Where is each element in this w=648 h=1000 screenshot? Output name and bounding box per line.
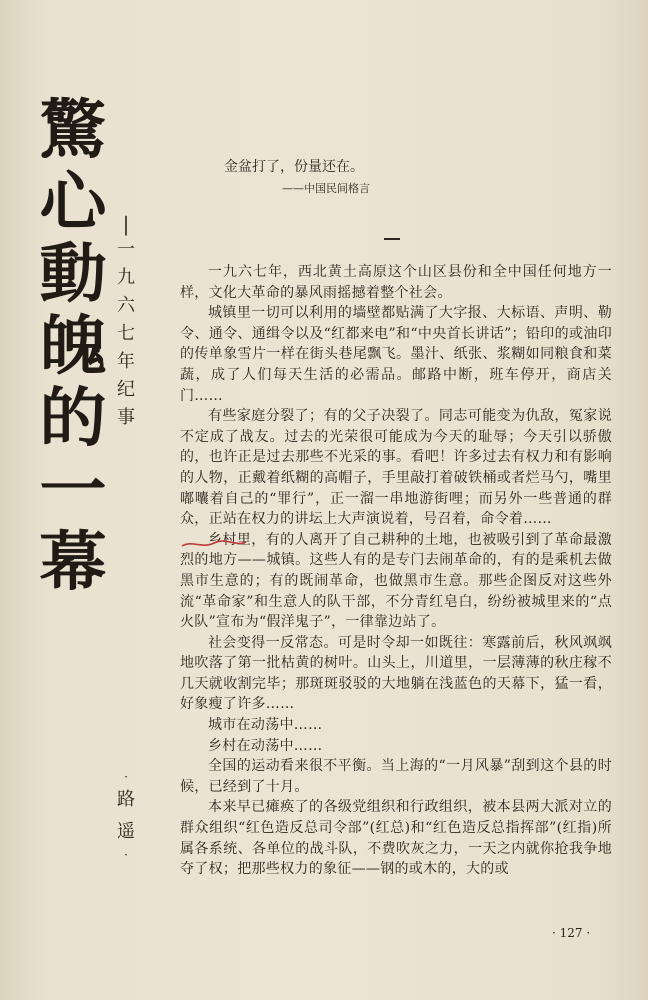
subtitle-char: 一 xyxy=(117,239,135,260)
title-char: 驚 xyxy=(39,93,107,168)
author-dot: · xyxy=(124,848,128,862)
title-char: 心 xyxy=(39,165,107,240)
author-byline xyxy=(113,770,139,862)
pen-underline-mark xyxy=(180,537,250,551)
subtitle-char: 年 xyxy=(117,351,135,372)
author-char: 路 xyxy=(117,789,135,810)
body-paragraph: 社会变得一反常态。可是时令却一如既往：寒露前后，秋风飒飒地吹落了第一批枯黄的树叶。山头上，川道里，一层薄薄的秋庄稼不几天就收割完毕；那斑斑驳驳的大地躺在浅蓝色的天幕下，猛一看，好象瘦了许多…… xyxy=(180,634,612,713)
title-char: 幕 xyxy=(39,525,107,600)
section-number-mark xyxy=(384,238,400,240)
article-body xyxy=(180,262,612,880)
article-title xyxy=(28,95,118,599)
body-paragraph: 全国的运动看来很不平衡。当上海的“一月风暴”刮到这个县的时候，已经到了十月。 xyxy=(180,758,612,795)
title-char: 魄 xyxy=(39,309,107,384)
epigraph-text: 金盆打了，份量还在。 xyxy=(224,159,364,175)
epigraph-source: ——中国民间格言 xyxy=(282,182,370,195)
author-dot: · xyxy=(124,770,128,784)
body-paragraph: 城市在动荡中…… xyxy=(208,717,323,734)
body-paragraph: 乡村在动荡中…… xyxy=(208,737,323,754)
subtitle-char: 事 xyxy=(117,407,135,428)
body-paragraph: 有些家庭分裂了；有的父子决裂了。同志可能变为仇敌，冤家说不定成了战友。过去的光荣很可能成为今天的耻辱；今天引以骄傲的，也许正是过去那些不光采的事。看吧！许多过去有权力和有影响的人物，正戴着纸糊的高帽子，手里敲打着破铁桶或者烂马勺，嘴里嘟囔着自己的“罪行”，正一溜一串地游街哩；而另外一些普通的群众，正站在权力的讲坛上大声演说着，号召着，命令着…… xyxy=(180,408,612,528)
subtitle-char: 纪 xyxy=(117,379,135,400)
page-number: · 127 · xyxy=(552,926,591,940)
title-char: 動 xyxy=(39,237,107,312)
author-char: 遥 xyxy=(117,821,135,842)
article-subtitle xyxy=(113,212,139,432)
subtitle-dash: | xyxy=(122,212,130,236)
subtitle-char: 九 xyxy=(117,267,135,288)
title-char: 一 xyxy=(39,453,107,528)
subtitle-char: 七 xyxy=(117,323,135,344)
subtitle-char: 六 xyxy=(117,295,135,316)
body-paragraph: 乡村里，有的人离开了自己耕种的土地，也被吸引到了革命最激烈的地方——城镇。这些人有的是专门去闹革命的，有的是乘机去做黑市生意的；有的既闹革命，也做黑市生意。那些企图反对这些外流“革命家”和生意人的队干部，不分青红皂白，纷纷被城里来的“点火队”宣布为“假洋鬼子”，一律靠边站了。 xyxy=(180,531,612,631)
body-paragraph: 一九六七年，西北黄土高原这个山区县份和全中国任何地方一样，文化大革命的暴风雨摇撼着整个社会。 xyxy=(180,264,612,301)
title-char: 的 xyxy=(39,381,107,456)
body-paragraph: 本来早已瘫痪了的各级党组织和行政组织，被本县两大派对立的群众组织“红色造反总司令部”(红总)和“红色造反总指挥部”(红指)所属各系统、各单位的战斗队，不费吹灰之力，一天之内就你抢我争地夺了权；把那些权力的象征——钢的或木的，大的或 xyxy=(180,799,612,878)
body-paragraph: 城镇里一切可以利用的墙壁都贴满了大字报、大标语、声明、勒令、通令、通缉令以及“红都来电”和“中央首长讲话”；铅印的或油印的传单象雪片一样在街头巷尾飘飞。墨汁、纸张、浆糊如同粮食和菜蔬，成了人们每天生活的必需品。邮路中断，班车停开，商店关门…… xyxy=(180,305,612,404)
